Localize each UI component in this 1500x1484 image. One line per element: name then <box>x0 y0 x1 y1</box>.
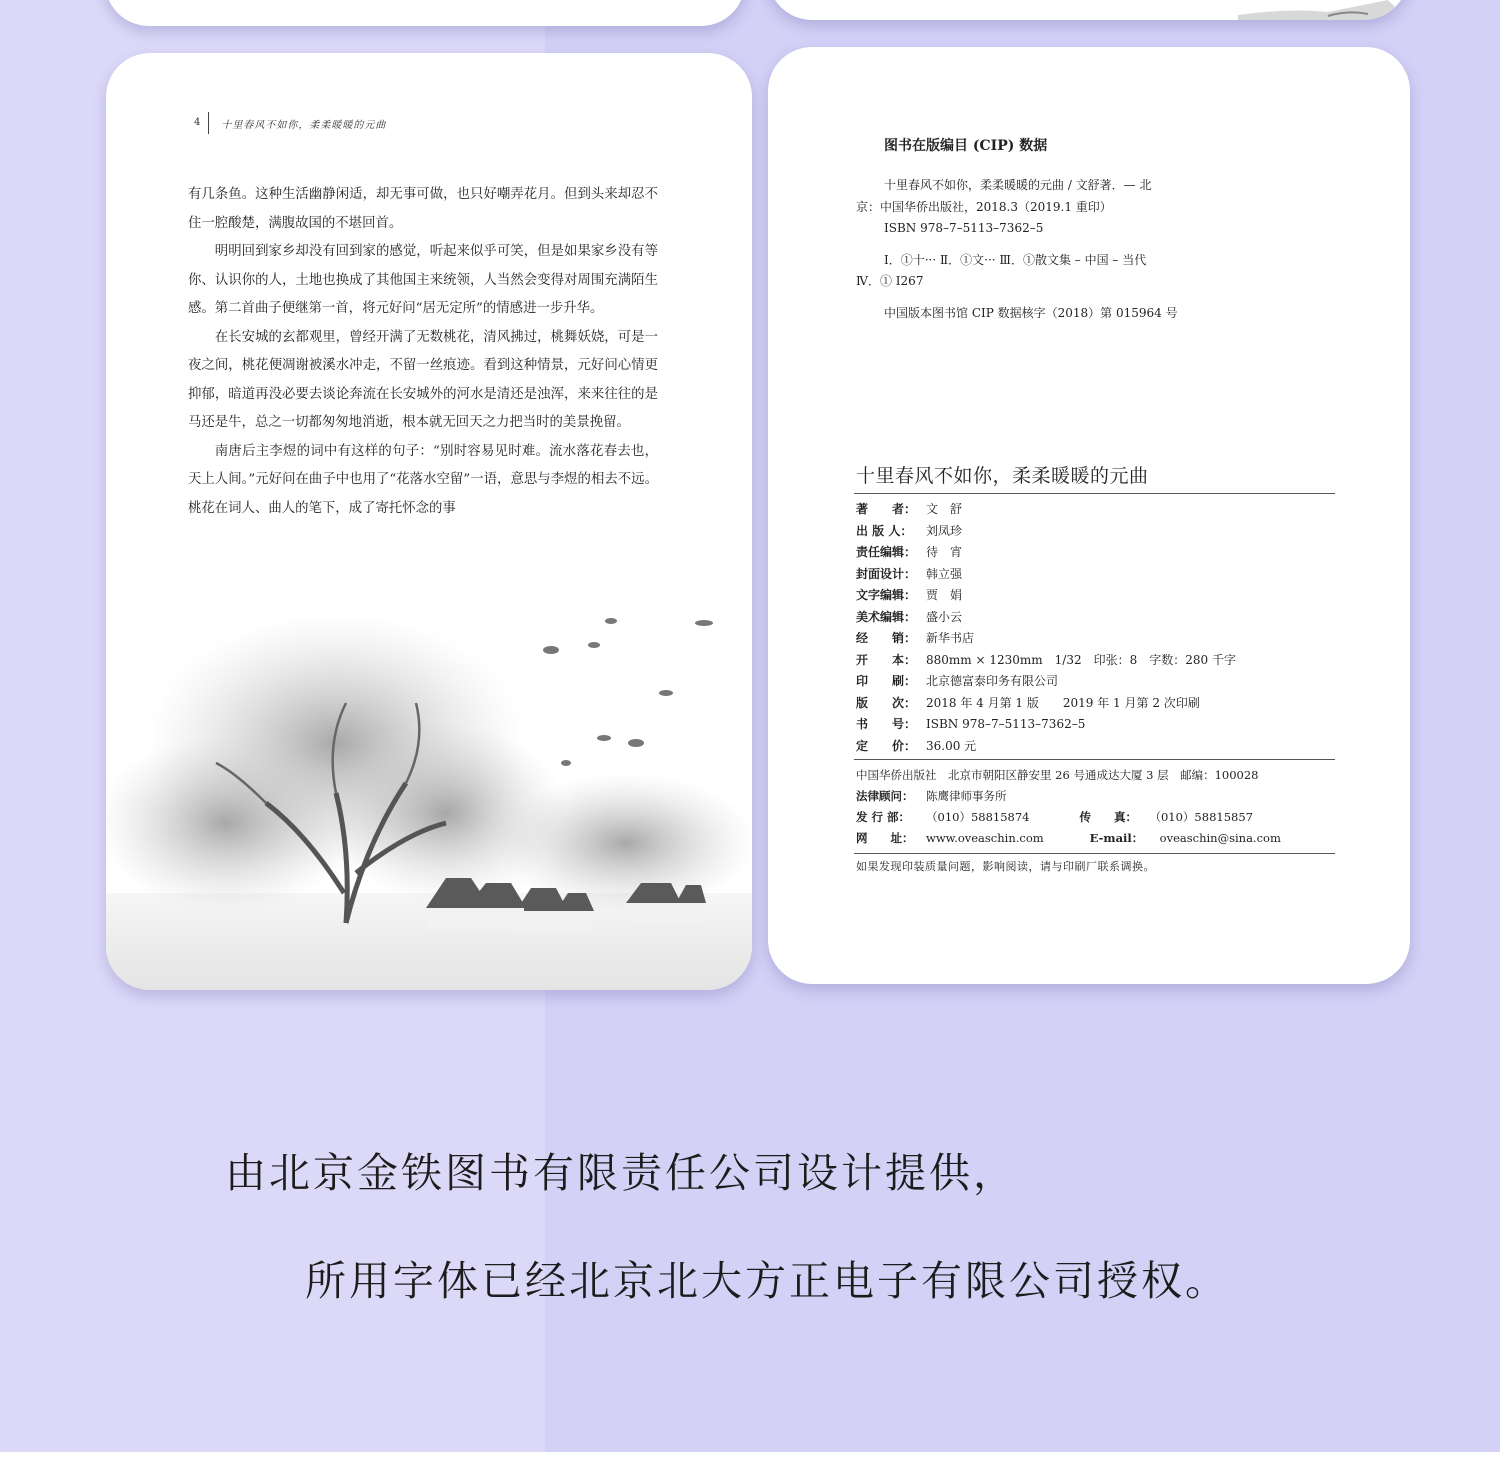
cip-line: ISBN 978–7–5113–7362–5 <box>884 221 1044 235</box>
credit-row: 封面设计： 韩立强 <box>856 566 963 581</box>
web-row: 网 址： www.oveaschin.com E-mail： oveaschin@sina.com <box>856 831 1281 845</box>
ink-landscape-illustration <box>106 593 752 990</box>
credit-row: 印 刷： 北京德富泰印务有限公司 <box>856 674 1059 688</box>
credits-list <box>856 499 1236 757</box>
publisher-address: 中国华侨出版社 北京市朝阳区静安里 26 号通成达大厦 3 层 邮编：100028 <box>856 768 1259 782</box>
credit-row: 书 号： ISBN 978–7–5113–7362–5 <box>856 717 1086 731</box>
publisher-info <box>856 765 1281 849</box>
cip-line: 十里春风不如你，柔柔暖暖的元曲 / 文舒著．— 北 <box>884 178 1152 192</box>
cip-data <box>856 175 1216 324</box>
paragraph: 明明回到家乡却没有回到家的感觉，听起来似乎可笑，但是如果家乡没有等你、认识你的人，土地也换成了其他国主来统领，人当然会变得对周围充满陌生感。第二首曲子便继第一首，将元好问“居无定所”的情感进一步升华。 <box>188 244 658 316</box>
book-page-left <box>106 53 752 990</box>
paragraph: 有几条鱼。这种生活幽静闲适，却无事可做，也只好嘲弄花月。但到头来却忍不住一腔酸楚，满腹故国的不堪回首。 <box>188 187 658 231</box>
credit-row: 版 次： 2018 年 4 月第 1 版 2019 年 1 月第 2 次印刷 <box>856 695 1200 710</box>
cip-heading: 图书在版编目 (CIP) 数据 <box>884 138 1048 154</box>
divider <box>854 853 1335 854</box>
cip-line: Ⅰ．①十··· Ⅱ．①文··· Ⅲ．①散文集 – 中国 – 当代 <box>884 252 1147 267</box>
book-page-right <box>768 47 1410 984</box>
credit-row: 责任编辑： 待 宵 <box>856 545 963 559</box>
legal-row: 法律顾问： 陈鹰律师事务所 <box>856 789 1007 803</box>
credit-row: 定 价： 36.00 元 <box>856 738 977 753</box>
cip-line: 京：中国华侨出版社，2018.3（2019.1 重印） <box>856 199 1112 214</box>
book-title: 十里春风不如你，柔柔暖暖的元曲 <box>856 465 1149 487</box>
credit-row: 文字编辑： 贾 娟 <box>856 588 963 602</box>
paragraph: 在长安城的玄都观里，曾经开满了无数桃花，清风拂过，桃舞妖娆，可是一夜之间，桃花便凋谢被溪水冲走，不留一丝痕迹。看到这种情景，元好问心情更抑郁，暗道再没必要去谈论奔流在长安城外的河水是清还是浊浑，来来往往的是马还是牛，总之一切都匆匆地消逝，根本就无回天之力把当时的美景挽留。 <box>188 329 658 430</box>
page-header <box>194 111 386 135</box>
print-quality-note: 如果发现印装质量问题，影响阅读，请与印刷厂联系调换。 <box>856 860 1155 873</box>
credit-row: 出 版 人： 刘凤珍 <box>856 523 963 538</box>
divider <box>854 493 1335 494</box>
credit-row: 开 本： 880mm × 1230mm 1/32 印张：8 字数：280 千字 <box>856 652 1236 667</box>
font-credit-line-1: 由北京金铁图书有限责任公司设计提供， <box>225 1149 1017 1197</box>
page-number: 4 <box>194 112 209 134</box>
credit-row: 经 销： 新华书店 <box>856 631 975 645</box>
credit-row: 美术编辑： 盛小云 <box>856 609 963 624</box>
body-text <box>188 181 658 523</box>
previous-page-card-right <box>768 0 1408 20</box>
cip-line: 中国版本图书馆 CIP 数据核字（2018）第 015964 号 <box>884 305 1178 320</box>
previous-page-card-left <box>105 0 745 26</box>
phone-row: 发 行 部： （010）58815874 传 真： （010）58815857 <box>856 810 1253 824</box>
cip-line: Ⅳ．① I267 <box>856 274 924 288</box>
credit-row: 著 者： 文 舒 <box>856 502 963 516</box>
running-header: 十里春风不如你，柔柔暖暖的元曲 <box>221 119 387 131</box>
ink-decoration <box>768 0 1408 20</box>
divider <box>854 759 1335 760</box>
paragraph: 南唐后主李煜的词中有这样的句子：“别时容易见时难。流水落花春去也，天上人间。”元好问在曲子中也用了“花落水空留”一语，意思与李煜的相去不远。桃花在词人、曲人的笔下，成了寄托怀念的事 <box>188 443 658 516</box>
bottom-band <box>0 1452 1500 1484</box>
font-credit-line-2: 所用字体已经北京北大方正电子有限公司授权。 <box>305 1257 1229 1305</box>
